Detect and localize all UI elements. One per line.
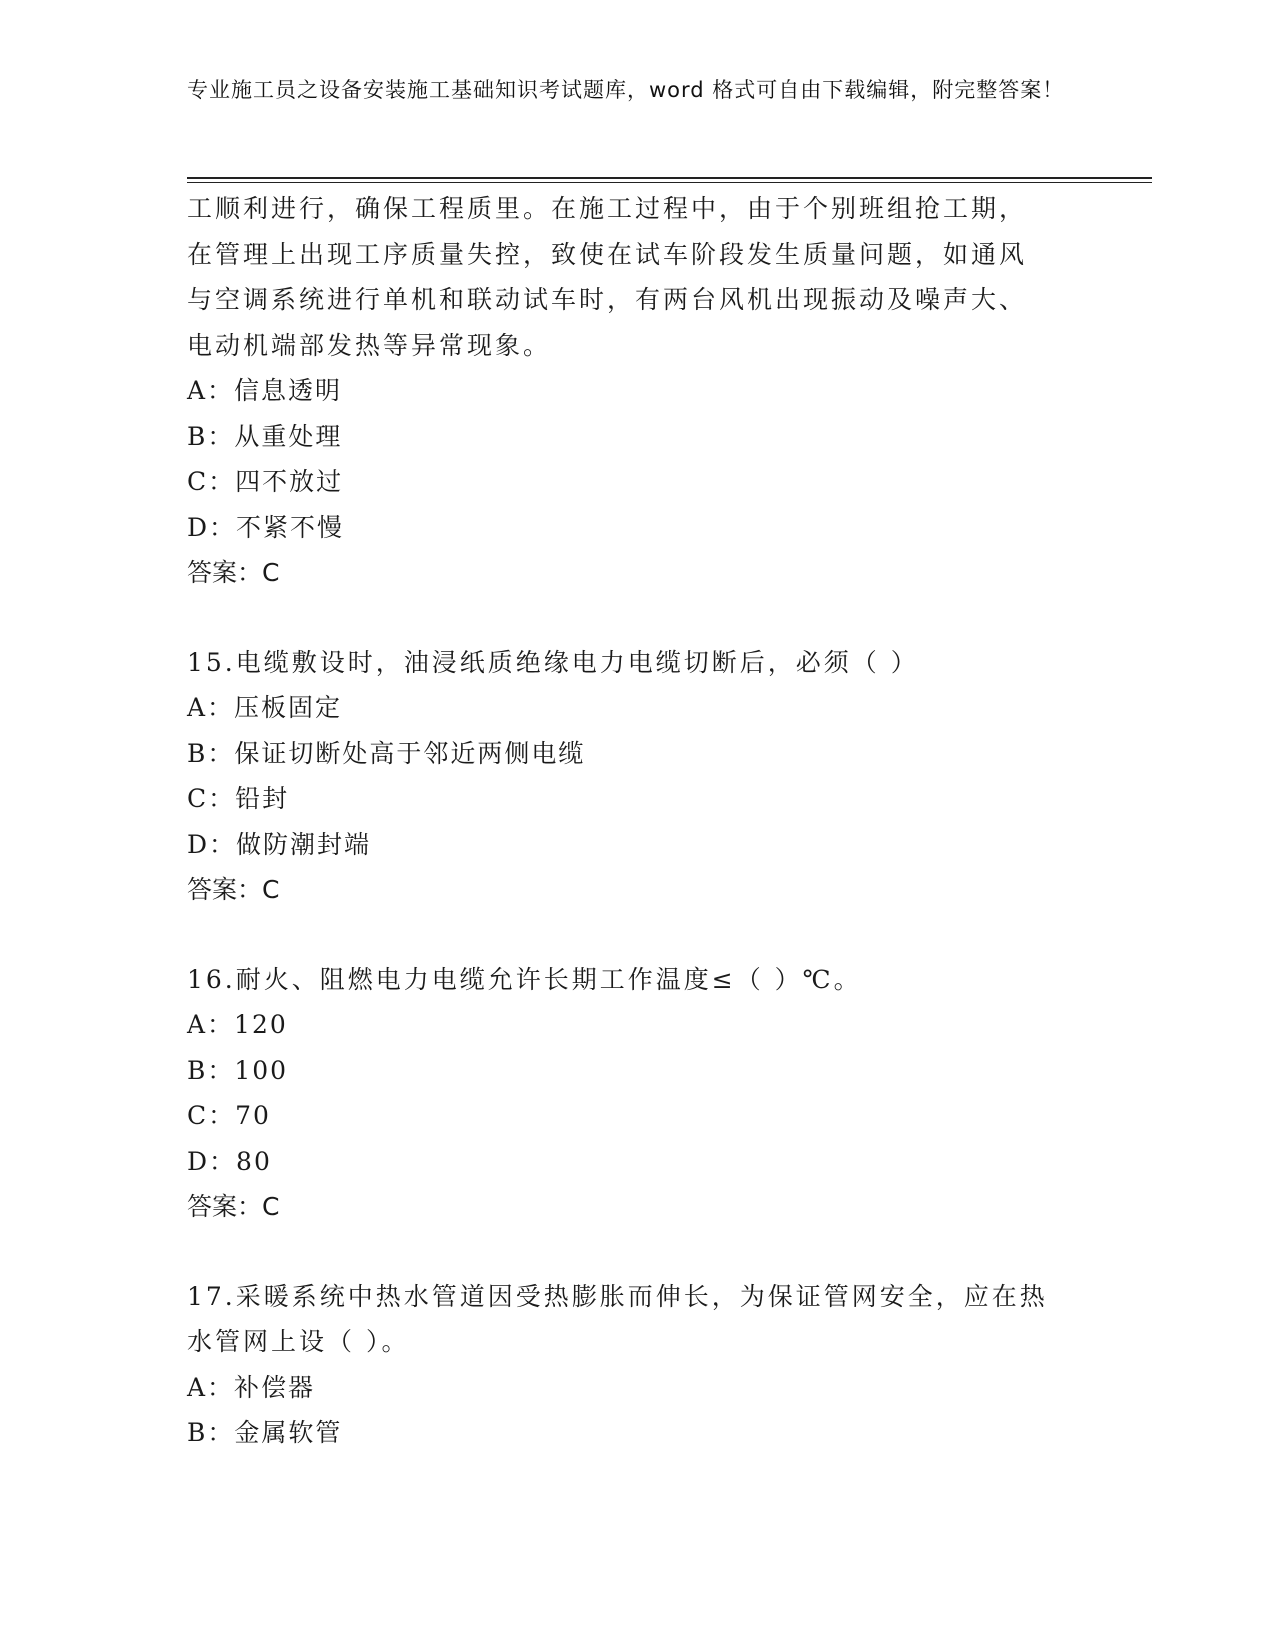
option-d: D：80 [187, 1146, 272, 1176]
question-text-line: 与空调系统进行单机和联动试车时，有两台风机出现振动及噪声大、 [187, 285, 1028, 314]
option-a: A：补偿器 [187, 1372, 316, 1402]
question-text-line: 17.采暖系统中热水管道因受热膨胀而伸长，为保证管网安全，应在热 [187, 1281, 1048, 1311]
header-rule-thin [187, 182, 1152, 183]
answer: 答案：C [187, 558, 280, 587]
answer: 答案：C [187, 875, 280, 904]
option-d: D：不紧不慢 [187, 512, 345, 542]
option-b: B：100 [187, 1055, 289, 1085]
question-text-line: 电动机端部发热等异常现象。 [187, 330, 552, 360]
page-header: 专业施工员之设备安装施工基础知识考试题库，word 格式可自由下载编辑，附完整答案！ [187, 78, 1065, 102]
document-body [187, 186, 1087, 1456]
option-b: B：保证切断处高于邻近两侧电缆 [187, 738, 586, 768]
question-14-continuation [187, 186, 1087, 596]
question-text-line: 在管理上出现工序质量失控，致使在试车阶段发生质量问题，如通风 [187, 239, 1028, 269]
option-b: B：金属软管 [187, 1418, 343, 1447]
question-text-line: 水管网上设（ ）。 [187, 1327, 410, 1356]
question-16 [187, 957, 1087, 1230]
question-text-line: 15.电缆敷设时，油浸纸质绝缘电力电缆切断后，必须（ ） [187, 647, 919, 677]
option-a: A：信息透明 [187, 376, 343, 405]
option-d: D：做防潮封端 [187, 829, 372, 859]
answer: 答案：C [187, 1192, 280, 1221]
option-b: B：从重处理 [187, 421, 343, 451]
question-text-line: 工顺利进行，确保工程质里。在施工过程中，由于个别班组抢工期， [187, 194, 1028, 223]
question-15 [187, 640, 1087, 913]
option-c: C：四不放过 [187, 467, 344, 496]
option-c: C：铅封 [187, 784, 290, 813]
option-a: A：120 [187, 1010, 288, 1039]
question-text-line: 16.耐火、阻燃电力电缆允许长期工作温度≤（ ）℃。 [187, 964, 862, 994]
question-17 [187, 1274, 1087, 1456]
header-rule-thick [187, 177, 1152, 179]
option-c: C：70 [187, 1101, 271, 1130]
option-a: A：压板固定 [187, 693, 343, 722]
